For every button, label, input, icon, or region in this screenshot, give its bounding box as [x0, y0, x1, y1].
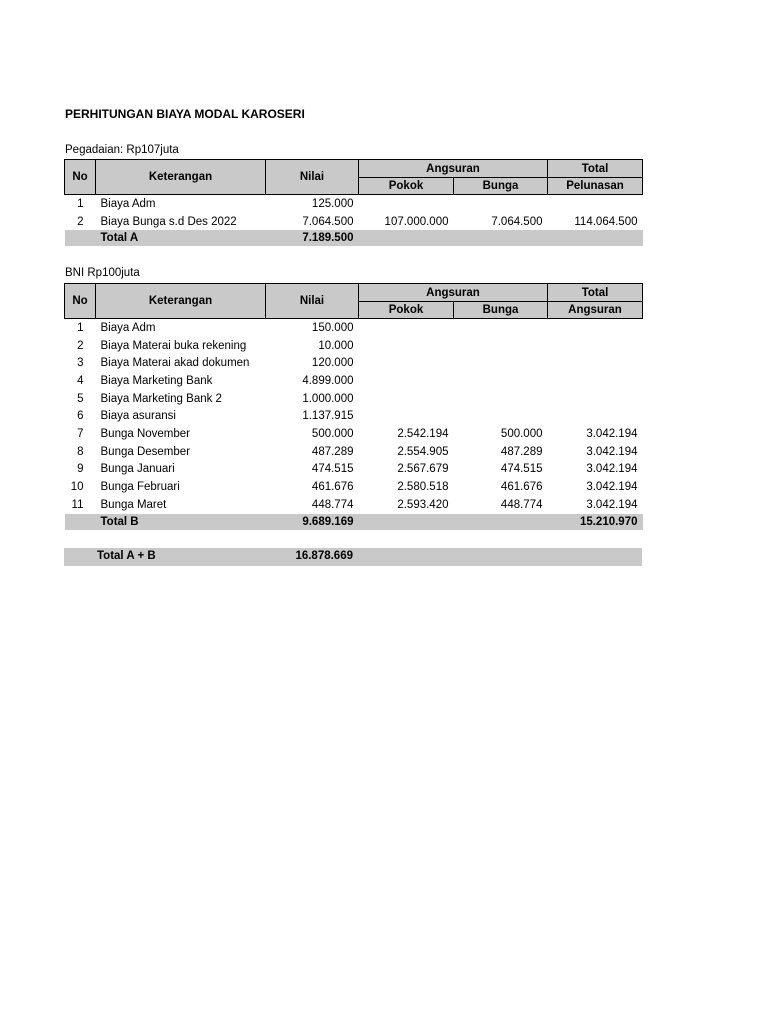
cell-keterangan: Biaya Materai akad dokumen [100, 357, 250, 370]
total-label: Total B [96, 514, 266, 530]
header-total-sub: Pelunasan [548, 178, 643, 195]
cell-keterangan: Biaya Marketing Bank 2 [100, 392, 222, 405]
cell-nilai: 500.000 [311, 427, 354, 440]
cell-no: 2 [77, 215, 84, 228]
cell-no: 3 [77, 357, 84, 370]
cell-keterangan: Bunga Februari [100, 481, 180, 494]
cell-bunga: 474.515 [500, 463, 543, 476]
header-total: Total [548, 160, 643, 178]
table-bni [64, 283, 643, 530]
cell-total: 3.042.194 [586, 481, 638, 494]
cell-bunga [454, 407, 548, 425]
table-row [65, 496, 643, 514]
cell-keterangan: Biaya asuransi [100, 410, 176, 423]
cell-nilai: 4.899.000 [302, 374, 354, 387]
cell-bunga: 448.774 [500, 498, 543, 511]
cell-bunga [454, 337, 548, 355]
cell-pokok [359, 319, 454, 337]
cell-keterangan: Biaya Adm [100, 197, 156, 210]
cell-keterangan: Biaya Bunga s.d Des 2022 [100, 215, 237, 228]
cell-pokok [359, 195, 454, 213]
cell-no: 6 [77, 410, 84, 423]
cell-total [548, 390, 643, 408]
cell-total [548, 337, 643, 355]
cell-keterangan: Biaya Marketing Bank [100, 374, 213, 387]
cell-pokok [359, 354, 454, 372]
table-row [65, 461, 643, 479]
cell-bunga [454, 195, 548, 213]
grand-total-row [64, 548, 642, 566]
table-pegadaian [64, 159, 643, 246]
cell-total [548, 372, 643, 390]
cell-pokok: 2.542.194 [397, 427, 449, 440]
cell-keterangan: Bunga Desember [100, 445, 190, 458]
total-row [65, 230, 643, 246]
total-angsuran [548, 230, 643, 246]
total-row [65, 514, 643, 530]
cell-nilai: 150.000 [311, 321, 354, 334]
total-label: Total A [96, 230, 266, 246]
cell-no: 4 [77, 374, 84, 387]
table-row [65, 390, 643, 408]
cell-bunga: 461.676 [500, 481, 543, 494]
total-angsuran: 15.210.970 [548, 514, 643, 530]
cell-bunga: 487.289 [500, 445, 543, 458]
cell-pokok: 2.567.679 [397, 463, 449, 476]
header-pokok: Pokok [359, 302, 454, 319]
cell-total: 3.042.194 [586, 427, 638, 440]
cell-total: 3.042.194 [586, 463, 638, 476]
cell-no: 8 [77, 445, 84, 458]
table-row [65, 407, 643, 425]
table-row [65, 354, 643, 372]
header-keterangan: Keterangan [96, 160, 266, 195]
cell-total [548, 319, 643, 337]
table-row [65, 319, 643, 337]
cell-nilai: 474.515 [311, 463, 354, 476]
cell-pokok: 2.580.518 [397, 481, 449, 494]
cell-no: 10 [70, 481, 84, 494]
cell-total [548, 354, 643, 372]
section-b-label: BNI Rp100juta [65, 267, 140, 279]
cell-no: 9 [77, 463, 84, 476]
table-row [65, 337, 643, 355]
cell-nilai: 448.774 [311, 498, 354, 511]
cell-keterangan: Bunga Januari [100, 463, 175, 476]
grand-total-value: 16.878.669 [295, 550, 353, 562]
cell-pokok [359, 407, 454, 425]
section-a-label: Pegadaian: Rp107juta [65, 144, 179, 156]
grand-total-label: Total A + B [97, 550, 156, 562]
header-no: No [65, 160, 96, 195]
table-row [65, 443, 643, 461]
header-angsuran: Angsuran [359, 160, 548, 178]
cell-total: 3.042.194 [586, 445, 638, 458]
cell-nilai: 10.000 [318, 339, 354, 352]
cell-total: 3.042.194 [586, 498, 638, 511]
cell-total [548, 195, 643, 213]
cell-total [548, 407, 643, 425]
cell-keterangan: Biaya Materai buka rekening [100, 339, 247, 352]
table-row [65, 213, 643, 231]
header-angsuran: Angsuran [359, 284, 548, 302]
cell-no: 1 [77, 321, 84, 334]
cell-nilai: 487.289 [311, 445, 354, 458]
cell-nilai: 1.137.915 [302, 410, 354, 423]
header-total: Total [548, 284, 643, 302]
cell-no: 5 [77, 392, 84, 405]
cell-keterangan: Bunga Maret [100, 498, 167, 511]
cell-no: 11 [71, 498, 84, 511]
cell-no: 7 [77, 427, 84, 440]
table-row [65, 425, 643, 443]
cell-bunga [454, 372, 548, 390]
cell-pokok [359, 390, 454, 408]
header-total-sub: Angsuran [548, 302, 643, 319]
cell-bunga [454, 390, 548, 408]
cell-bunga: 500.000 [500, 427, 543, 440]
cell-nilai: 7.064.500 [302, 215, 354, 228]
header-no: No [65, 284, 96, 319]
cell-bunga: 7.064.500 [491, 215, 543, 228]
header-nilai: Nilai [266, 160, 359, 195]
header-bunga: Bunga [454, 178, 548, 195]
cell-bunga [454, 319, 548, 337]
cell-total: 114.064.500 [574, 215, 638, 228]
header-bunga: Bunga [454, 302, 548, 319]
header-keterangan: Keterangan [96, 284, 266, 319]
cell-keterangan: Biaya Adm [100, 321, 156, 334]
header-pokok: Pokok [359, 178, 454, 195]
cell-pokok: 2.554.905 [397, 445, 449, 458]
cell-no: 1 [77, 197, 84, 210]
cell-nilai: 1.000.000 [302, 392, 354, 405]
cell-keterangan: Bunga November [100, 427, 190, 440]
total-nilai: 7.189.500 [266, 230, 359, 246]
table-row [65, 372, 643, 390]
page-title: PERHITUNGAN BIAYA MODAL KAROSERI [65, 107, 305, 121]
cell-nilai: 120.000 [311, 357, 354, 370]
cell-pokok: 2.593.420 [397, 498, 449, 511]
cell-pokok: 107.000.000 [384, 215, 449, 228]
cell-pokok [359, 372, 454, 390]
cell-pokok [359, 337, 454, 355]
cell-no: 2 [77, 339, 84, 352]
table-row [65, 195, 643, 213]
header-nilai: Nilai [266, 284, 359, 319]
table-row [65, 478, 643, 496]
total-nilai: 9.689.169 [266, 514, 359, 530]
cell-bunga [454, 354, 548, 372]
cell-nilai: 461.676 [311, 481, 354, 494]
cell-nilai: 125.000 [311, 197, 354, 210]
